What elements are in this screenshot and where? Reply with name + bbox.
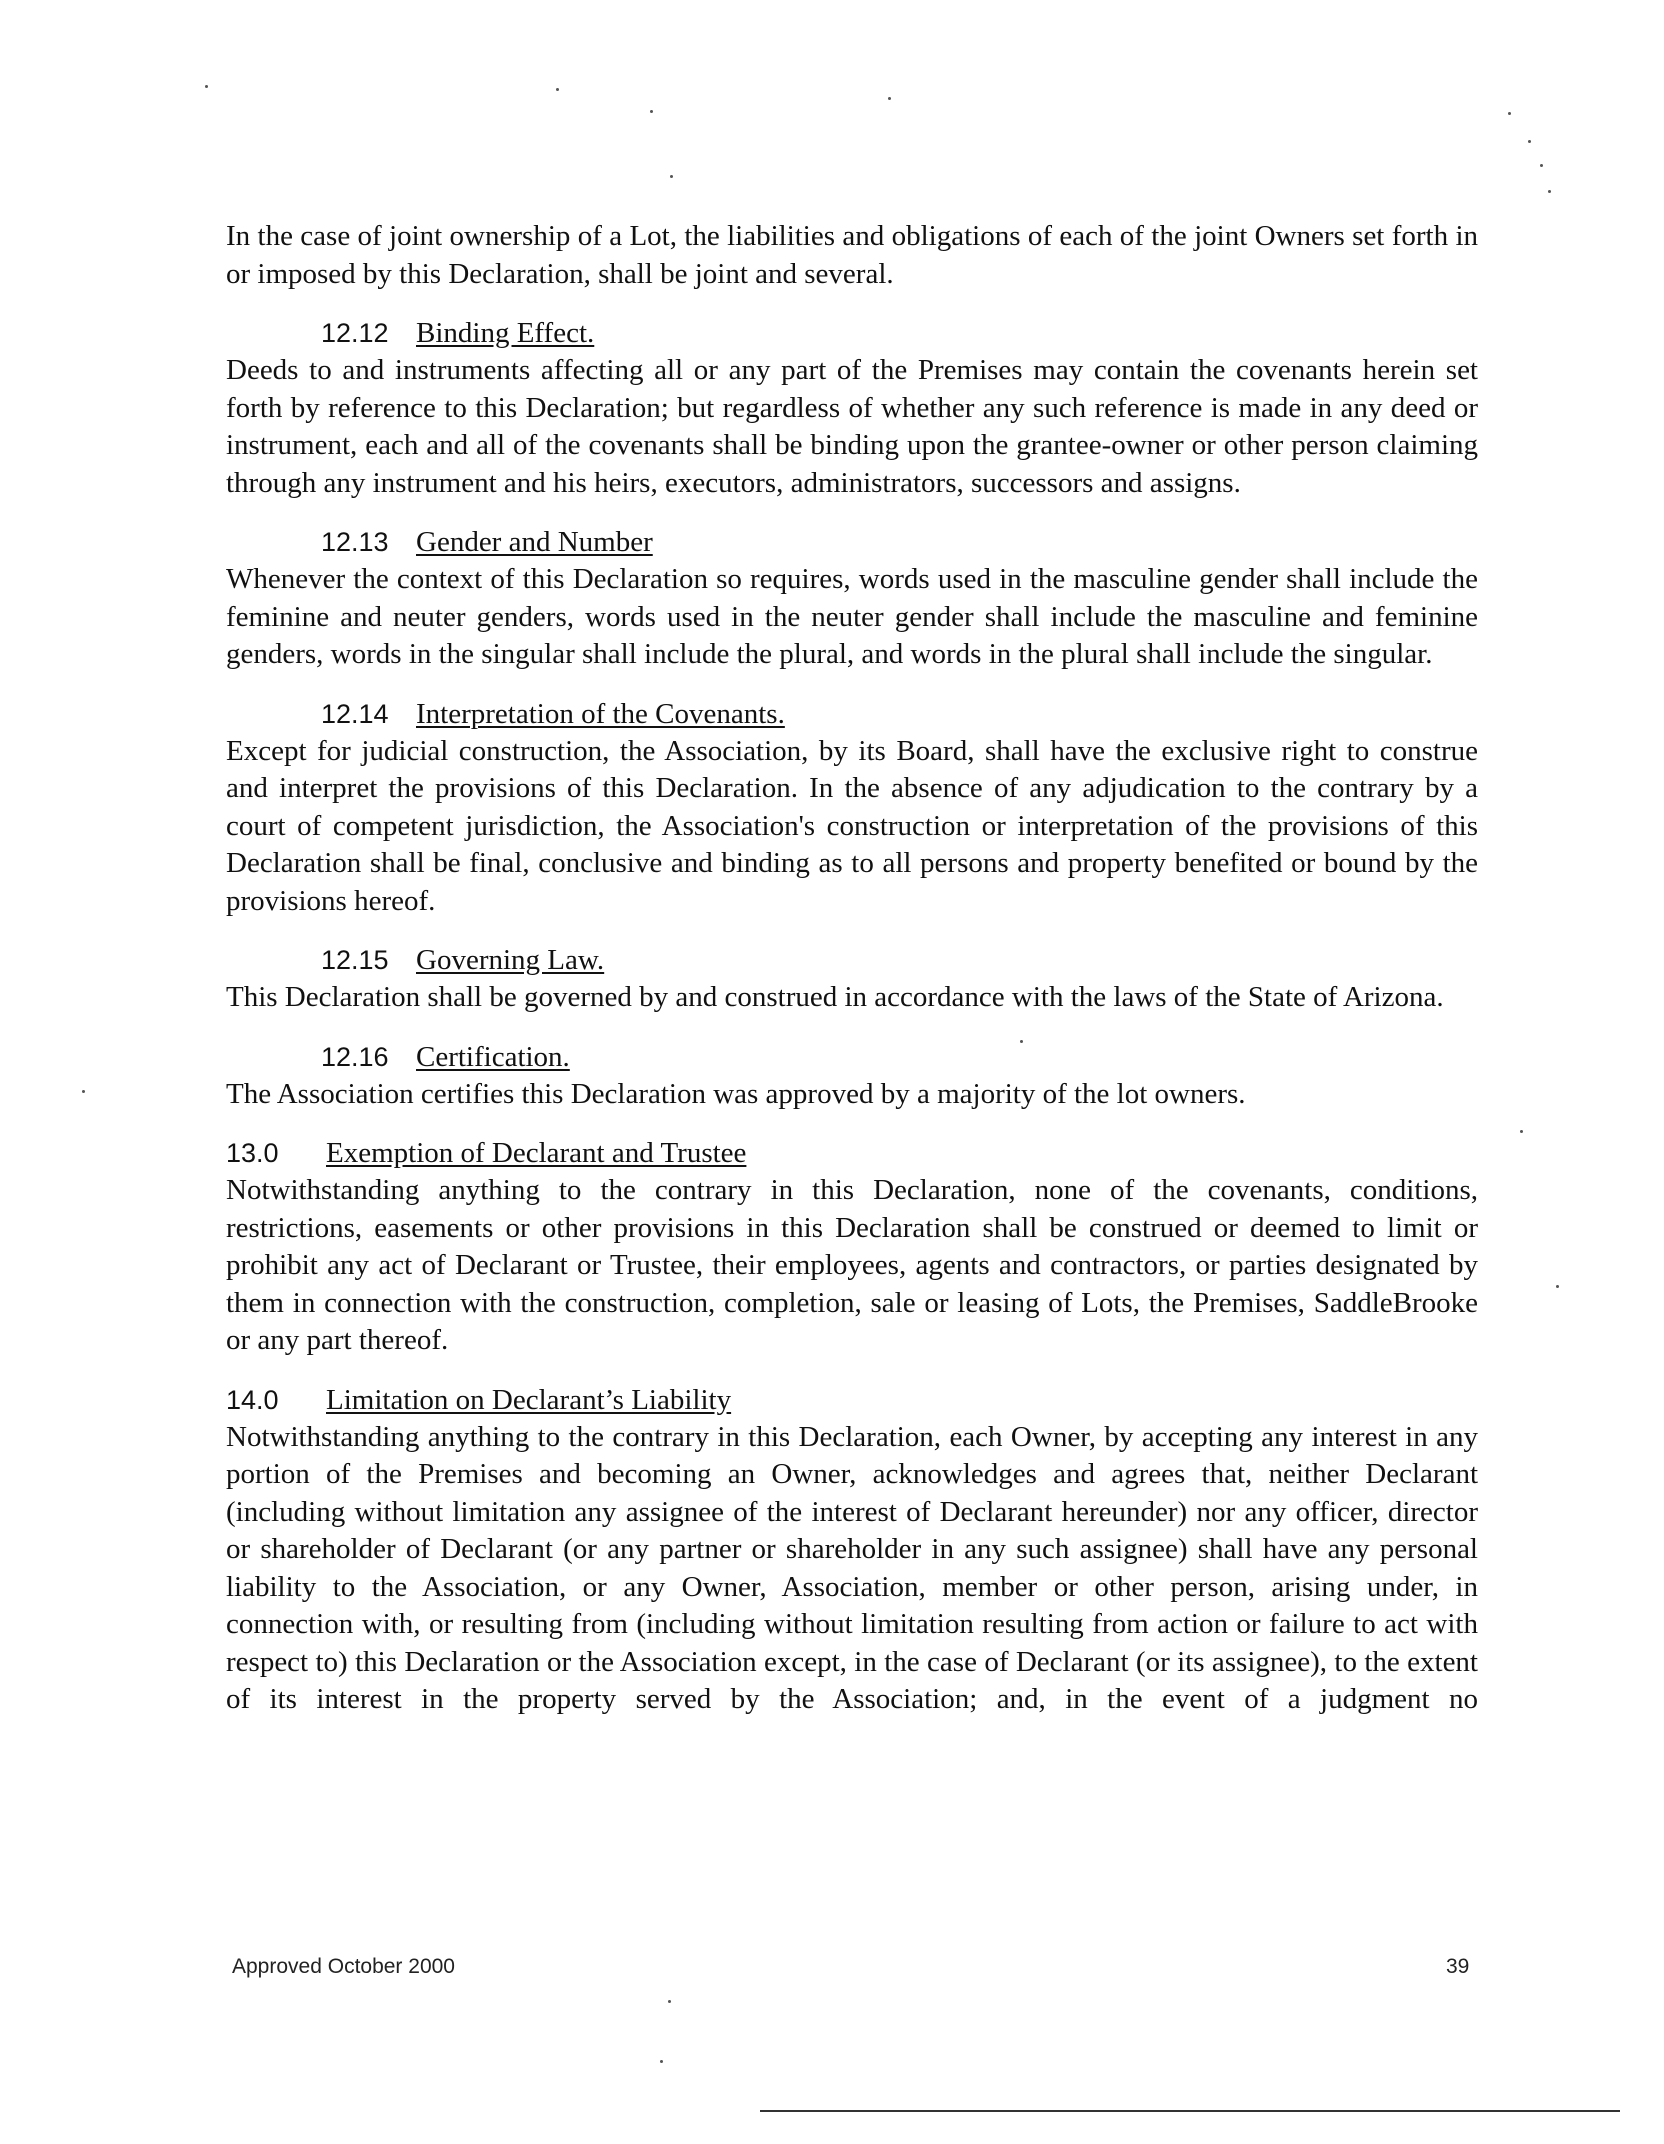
scan-speck	[670, 175, 673, 178]
scan-speck	[1548, 190, 1551, 193]
section-number: 12.12	[321, 318, 389, 348]
document-body	[226, 218, 1478, 1741]
section-title: Governing Law.	[416, 944, 605, 976]
section-heading	[226, 1135, 1478, 1172]
section-heading	[226, 1382, 1478, 1419]
scan-speck	[1556, 1285, 1559, 1288]
section-number: 12.14	[321, 698, 389, 729]
section-14-0	[226, 1382, 1478, 1719]
scan-speck	[1520, 1130, 1523, 1133]
scan-speck	[1528, 140, 1531, 143]
bottom-scan-rule	[760, 2110, 1620, 2112]
section-heading	[226, 524, 1478, 561]
scan-speck	[668, 2000, 671, 2003]
scan-speck	[650, 110, 653, 113]
intro-paragraph: In the case of joint ownership of a Lot, the liabilities and obligations of each of the joint Owners set forth in or imposed by this Declaration, shall be joint and several.	[226, 220, 1478, 290]
section-number: 14.0	[226, 1384, 279, 1415]
scan-speck	[1508, 112, 1511, 115]
section-title: Binding Effect.	[416, 317, 595, 349]
scan-speck	[205, 85, 208, 88]
section-body: Whenever the context of this Declaration so requires, words used in the masculine gender shall include the feminine and neuter genders, words used in the neuter gender shall include the masculine and feminine genders, words in the singular shall include the plural, and words in the plural shall include the singular.	[226, 563, 1478, 670]
scan-speck	[82, 1090, 85, 1093]
section-12-16	[226, 1039, 1478, 1114]
section-heading	[226, 315, 1478, 352]
section-number: 12.16	[321, 1041, 389, 1072]
footer-page-number: 39	[1446, 1955, 1470, 1978]
section-number: 12.13	[321, 527, 389, 557]
footer-approved-date: Approved October 2000	[232, 1955, 455, 1978]
section-heading	[226, 1039, 1478, 1076]
section-body: Notwithstanding anything to the contrary in this Declaration, none of the covenants, conditions, restrictions, easements or other provisions in this Declaration shall be construed or deemed to limit or prohibit any act of Declarant or Trustee, their employees, agents and contractors, or parties designated by them in connection with the construction, completion, sale or leasing of Lots, the Premises, SaddleBrooke or any part thereof.	[226, 1174, 1478, 1356]
section-number: 12.15	[321, 945, 389, 975]
section-12-15	[226, 942, 1478, 1017]
section-title: Exemption of Declarant and Trustee	[326, 1137, 747, 1169]
section-body: Notwithstanding anything to the contrary in this Declaration, each Owner, by accepting any interest in any portion of the Premises and becoming an Owner, acknowledges and agrees that, neither Declarant (including without limitation any assignee of the interest of Declarant hereunder) nor any officer, director or shareholder of Declarant (or any partner or shareholder in any such assignee) shall have any personal liability to the Association, or any Owner, Association, member or other person, arising under, in connection with, or resulting from (including without limitation resulting from action or failure to act with respect to) this Declaration or the Association except, in the case of Declarant (or its assignee), to the extent of its interest in the property served by the Association; and, in the event of a judgment no	[226, 1420, 1478, 1715]
section-heading	[226, 942, 1478, 979]
section-12-14	[226, 696, 1478, 921]
scan-speck	[888, 97, 891, 100]
section-body: Except for judicial construction, the Association, by its Board, shall have the exclusive right to construe and interpret the provisions of this Declaration. In the absence of any adjudication to the contrary by a court of competent jurisdiction, the Association's construction or interpretation of the provisions of this Declaration shall be final, conclusive and binding as to all persons and property benefited or bound by the provisions hereof.	[226, 734, 1478, 917]
section-body: The Association certifies this Declaration was approved by a majority of the lot owners.	[226, 1077, 1246, 1110]
section-title: Interpretation of the Covenants.	[416, 697, 785, 730]
section-body: This Declaration shall be governed by and construed in accordance with the laws of the State of Arizona.	[226, 981, 1444, 1013]
section-13-0	[226, 1135, 1478, 1360]
section-12-13	[226, 524, 1478, 674]
section-12-12	[226, 315, 1478, 502]
section-title: Certification.	[416, 1040, 570, 1073]
section-heading	[226, 696, 1478, 733]
scan-speck	[556, 88, 559, 91]
section-title: Limitation on Declarant’s Liability	[326, 1383, 732, 1416]
section-number: 13.0	[226, 1138, 279, 1168]
section-body: Deeds to and instruments affecting all or any part of the Premises may contain the covenants herein set forth by reference to this Declaration; but regardless of whether any such reference is made in any deed or instrument, each and all of the covenants shall be binding upon the grantee-owner or other person claiming through any instrument and his heirs, executors, administrators, successors and assigns.	[226, 354, 1478, 499]
section-title: Gender and Number	[416, 526, 653, 558]
scan-speck	[1540, 164, 1543, 167]
scan-speck	[660, 2060, 663, 2063]
